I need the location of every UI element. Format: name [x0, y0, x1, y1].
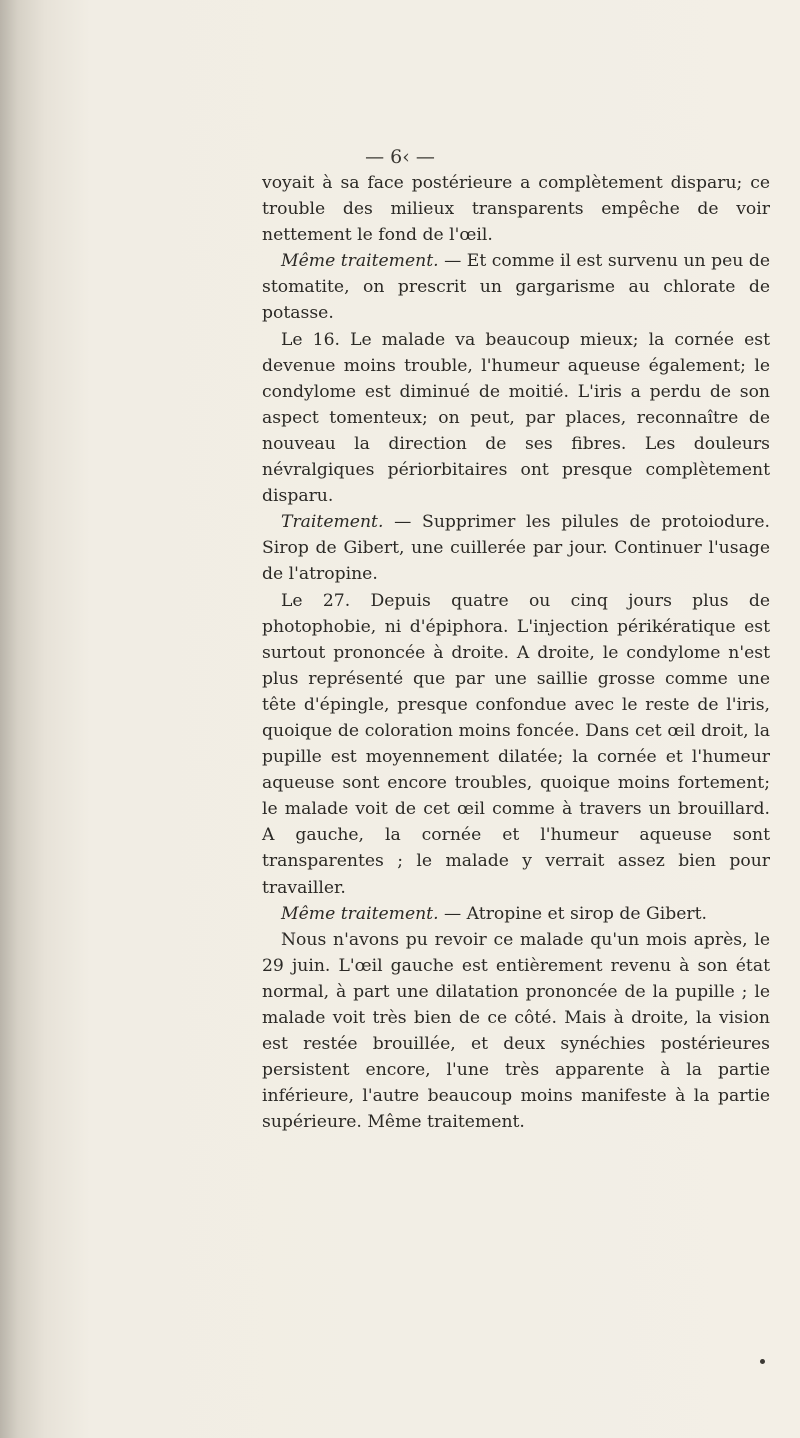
paragraph-5 [262, 588, 770, 901]
ink-speck [760, 1359, 765, 1364]
paragraph-text: Nous n'avons pu revoir ce malade qu'un mois après, le 29 juin. L'œil gauche est entièrement revenu à son état normal, à part une dilatation prononcée de la pupille ; le malade voit très bien de ce côté. Mais à droite, la vision est restée brouillée, et deux synéchies postérieures persistent encore, l'une très apparente à la partie inférieure, l'autre beaucoup moins manifeste à la partie supérieure. Même traitement. [262, 929, 770, 1133]
paragraph-text: — Et comme il est survenu un peu de stomatite, on prescrit un gargarisme au chlorate de potasse. [262, 251, 770, 324]
paragraph-6 [262, 901, 770, 927]
page-number: — 6‹ — [365, 146, 435, 168]
paragraph-text: — Supprimer les pilules de protoiodure. Sirop de Gibert, une cuillerée par jour. Continuer l'usage de l'atropine. [262, 512, 770, 585]
italic-lead: Même traitement. [281, 903, 439, 924]
paragraph-1 [262, 170, 770, 248]
paragraph-text: voyait à sa face postérieure a complètement disparu; ce trouble des milieux transparents empêche de voir nettement le fond de l'œil. [262, 173, 770, 246]
paragraph-2 [262, 248, 770, 326]
paragraph-4 [262, 509, 770, 587]
paragraph-7 [262, 927, 770, 1136]
paragraph-text: Le 27. Depuis quatre ou cinq jours plus de photophobie, ni d'épiphora. L'injection périkératique est surtout prononcée à droite. A droite, le condylome n'est plus représenté que par une saillie grosse comme une tête d'épingle, presque confondue avec le reste de l'iris, quoique de coloration moins foncée. Dans cet œil droit, la pupille est moyennement dilatée; la cornée et l'humeur aqueuse sont encore troubles, quoique moins fortement; le malade voit de cet œil comme à travers un brouillard. A gauche, la cornée et l'humeur aqueuse sont transparentes ; le malade y verrait assez bien pour travailler. [262, 590, 770, 898]
body-text [262, 170, 770, 1135]
paragraph-text: — Atropine et sirop de Gibert. [438, 903, 707, 924]
paragraph-text: Le 16. Le malade va beaucoup mieux; la cornée est devenue moins trouble, l'humeur aqueuse également; le condylome est diminué de moitié. L'iris a perdu de son aspect tomenteux; on peut, par places, reconnaître de nouveau la direction de ses fibres. Les douleurs névralgiques périorbitaires ont presque complètement disparu. [262, 329, 770, 507]
paragraph-3 [262, 327, 770, 510]
italic-lead: Même traitement. [281, 251, 439, 272]
italic-lead: Traitement. [281, 512, 384, 533]
